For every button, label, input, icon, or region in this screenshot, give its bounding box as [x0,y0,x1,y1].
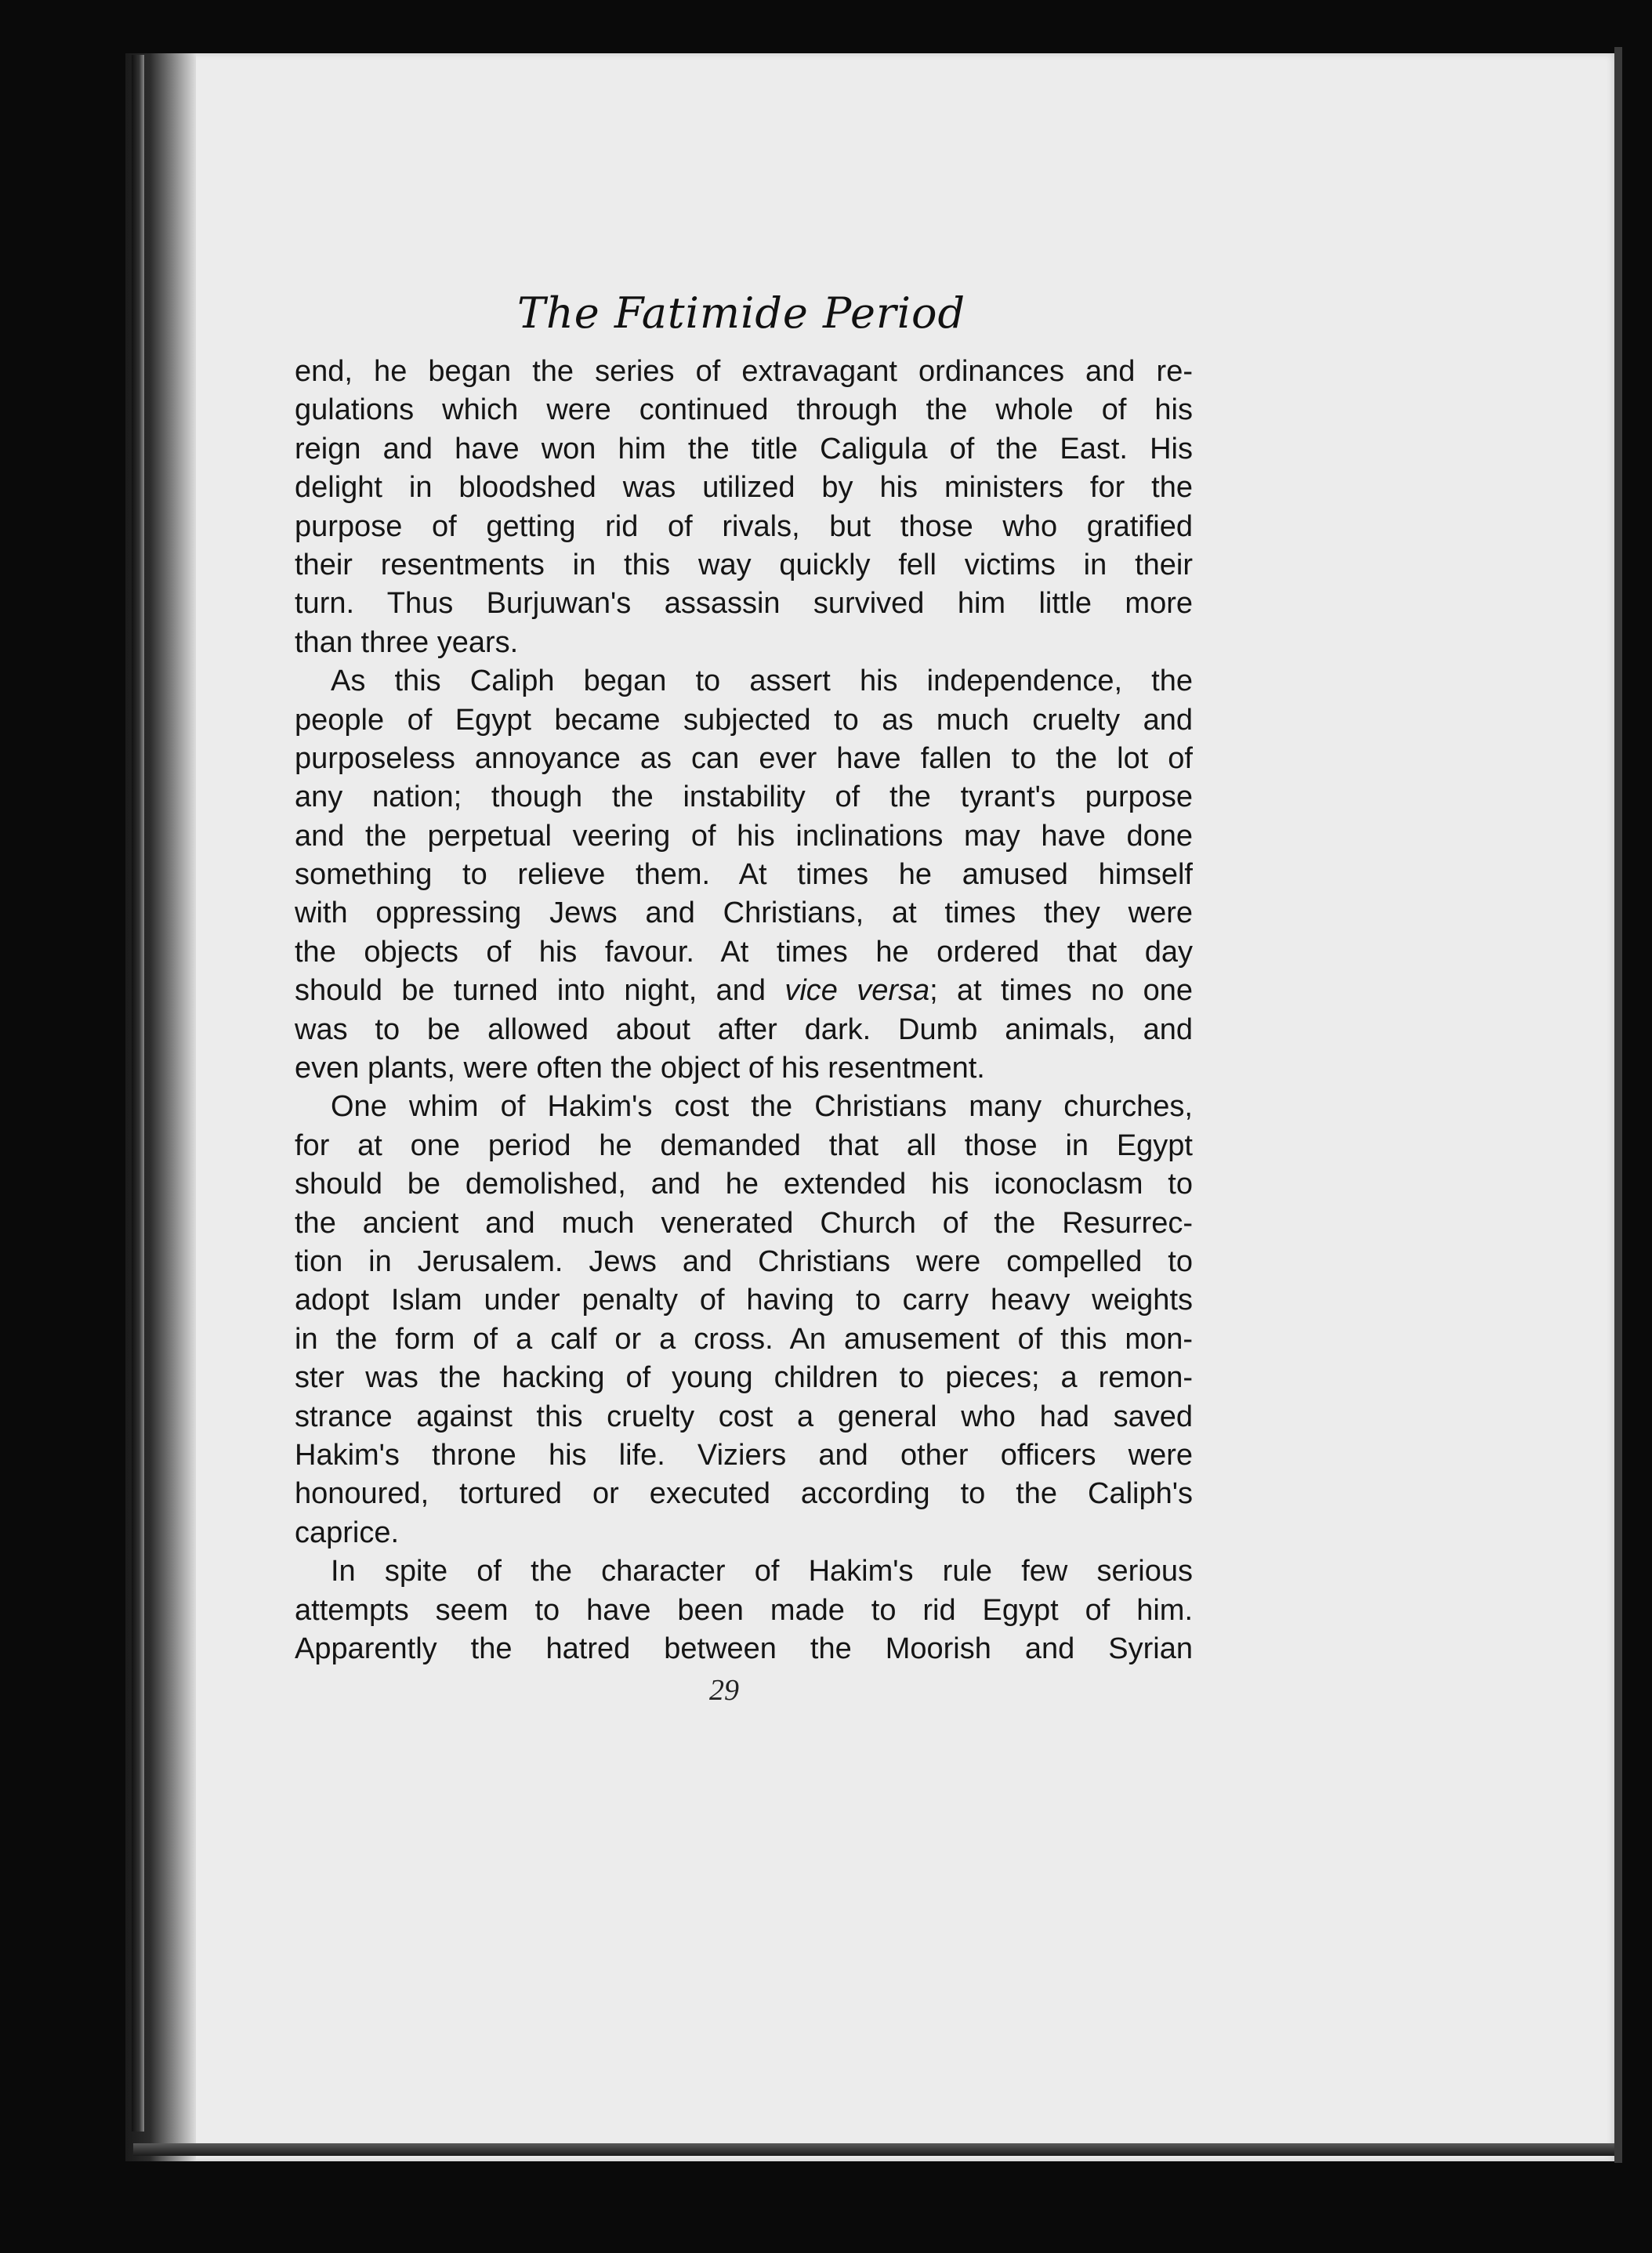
paragraph [295,1552,1193,1668]
italic-phrase: vice versa [784,974,930,1008]
text-line: should be turned into night, and vice versa; at times no one [295,974,1194,1008]
text-line: strance against this cruelty cost a general who had saved [295,1400,1193,1433]
text-line: caprice. [295,1516,400,1549]
text-line: tion in Jerusalem. Jews and Christians were compelled to [295,1244,1193,1278]
text-line: something to relieve them. At times he amused himself [295,858,1193,892]
text-line: for at one period he demanded that all those in Egypt [295,1128,1193,1162]
text-line: reign and have won him the title Caligula of the East. His [295,432,1193,465]
text-line: in the form of a calf or a cross. An amusement of this mon- [295,1322,1193,1356]
text-line: was to be allowed about after dark. Dumb animals, and [295,1012,1193,1046]
text-line: adopt Islam under penalty of having to carry heavy weights [295,1284,1193,1317]
text-line: any nation; though the instability of the tyrant's purpose [295,781,1193,814]
running-head: The Fatimide Period [517,288,966,338]
text-line: turn. Thus Burjuwan's assassin survived him little more [295,587,1193,621]
text-line: should be demolished, and he extended his iconoclasm to [295,1168,1193,1201]
text-line: As this Caliph began to assert his independence, the [331,665,1193,698]
text-line: with oppressing Jews and Christians, at times they were [295,896,1193,930]
text-line: gulations which were continued through the whole of his [295,393,1193,427]
text-line: Hakim's throne his life. Viziers and other officers were [295,1438,1193,1472]
text-line: their resentments in this way quickly fell victims in their [295,548,1193,581]
page-number: 29 [709,1674,739,1707]
body-text [295,353,1193,1668]
page-bottom-edge [133,2143,1614,2156]
text-line: purpose of getting rid of rivals, but those who gratified [295,509,1193,543]
text-line: delight in bloodshed was utilized by his ministers for the [295,471,1193,505]
paragraph [295,662,1193,1088]
text-line: One whim of Hakim's cost the Christians many churches, [331,1090,1193,1124]
text-line: even plants, were often the object of his resentment. [295,1052,985,1085]
text-line: ster was the hacking of young children to pieces; a remon- [295,1361,1193,1395]
text-line: end, he began the series of extravagant ordinances and re- [295,355,1193,388]
text-line: the objects of his favour. At times he ordered that day [295,935,1193,969]
page-right-edge [1614,47,1622,2163]
binding-edge [132,55,144,2132]
text-line: In spite of the character of Hakim's rule few serious [331,1555,1193,1588]
text-line: than three years. [295,625,519,659]
paragraph [295,353,1193,662]
text-line: Apparently the hatred between the Moorish and Syrian [295,1632,1193,1665]
text-line: people of Egypt became subjected to as much cruelty and [295,703,1193,737]
text-line: attempts seem to have been made to rid Egypt of him. [295,1593,1193,1627]
text-line: and the perpetual veering of his inclinations may have done [295,819,1193,853]
text-line: honoured, tortured or executed according to the Caliph's [295,1477,1193,1511]
text-line: purposeless annoyance as can ever have fallen to the lot of [295,741,1193,775]
paragraph [295,1088,1193,1552]
text-line: the ancient and much venerated Church of the Resurrec- [295,1206,1193,1240]
